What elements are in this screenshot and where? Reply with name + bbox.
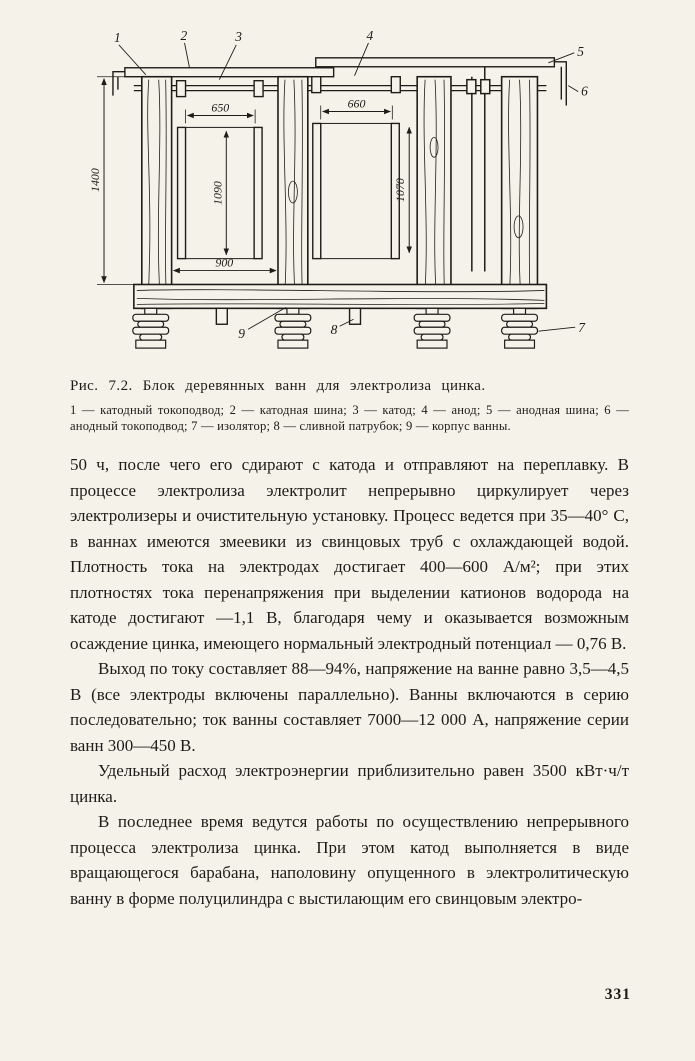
figure-7-2 [70, 28, 629, 434]
dim-1090: 1090 [210, 181, 225, 205]
figure-caption-block [70, 378, 629, 434]
paragraph-3: Удельный расход электроэнергии приблизительно равен 3500 кВт·ч/т цинка. [70, 761, 629, 806]
paragraph-1: 50 ч, после чего его сдирают с катода и отправляют на переплавку. В процессе электролиза электролит непрерывно циркулирует через электролизеры и очистительную установку. Процесс ведется при 35—40° С, в ваннах имеются змеевики из свинцовых труб с охлаждающей водой. Плотность тока на электродах достигает 400—600 А/м²; при этих плотностях тока перенапряжения при выделении катионов водорода на катоде достигают —1,1 В, благодаря чему и оказывается возможным осаждение цинка, имеющего нормальный электродный потенциал — 0,76 В. [70, 455, 629, 653]
callout-5: 5 [577, 43, 584, 59]
callout-4: 4 [366, 28, 374, 43]
suspension-rods [467, 67, 490, 272]
body-text [70, 452, 629, 911]
callout-6: 6 [581, 83, 588, 99]
technical-drawing [86, 28, 634, 366]
drawing-svg [86, 28, 634, 366]
callout-7: 7 [578, 320, 585, 336]
dim-650: 650 [211, 100, 230, 115]
callout-1: 1 [113, 29, 121, 45]
callout-8: 8 [330, 322, 338, 338]
paragraph-4: В последнее время ведутся работы по осуществлению непрерывного процесса электролиза цинка. При этом катод выполняется в виде вращающегося барабана, наполовину опущенного в электролитическую ванну в форме полуцилиндра с выстилающим его свинцовым электро- [70, 812, 629, 908]
dim-1070: 1070 [393, 178, 408, 202]
figure-caption: Рис. 7.2. Блок деревянных ванн для электролиза цинка. [70, 378, 486, 394]
dim-660: 660 [347, 96, 366, 111]
dim-1400: 1400 [88, 168, 103, 193]
paragraph-2: Выход по току составляет 88—94%, напряжение на ванне равно 3,5—4,5 В (все электроды включены параллельно). Ванны включаются в серию последовательно; ток ванны составляет 7000—12 000 А, напряжение серии ванн 300—450 В. [70, 659, 629, 755]
bottom-plank [134, 284, 547, 308]
callout-3: 3 [235, 28, 242, 44]
dim-900: 900 [215, 255, 234, 270]
callout-2: 2 [180, 28, 188, 43]
page-number: 331 [604, 986, 631, 1003]
figure-legend: 1 — катодный токоподвод; 2 — катодная шина; 3 — катод; 4 — анод; 5 — анодная шина; 6 — анодный токоподвод; 7 — изолятор; 8 — сливной патрубок; 9 — корпус ванны. [70, 403, 629, 433]
callout-9: 9 [238, 326, 245, 342]
